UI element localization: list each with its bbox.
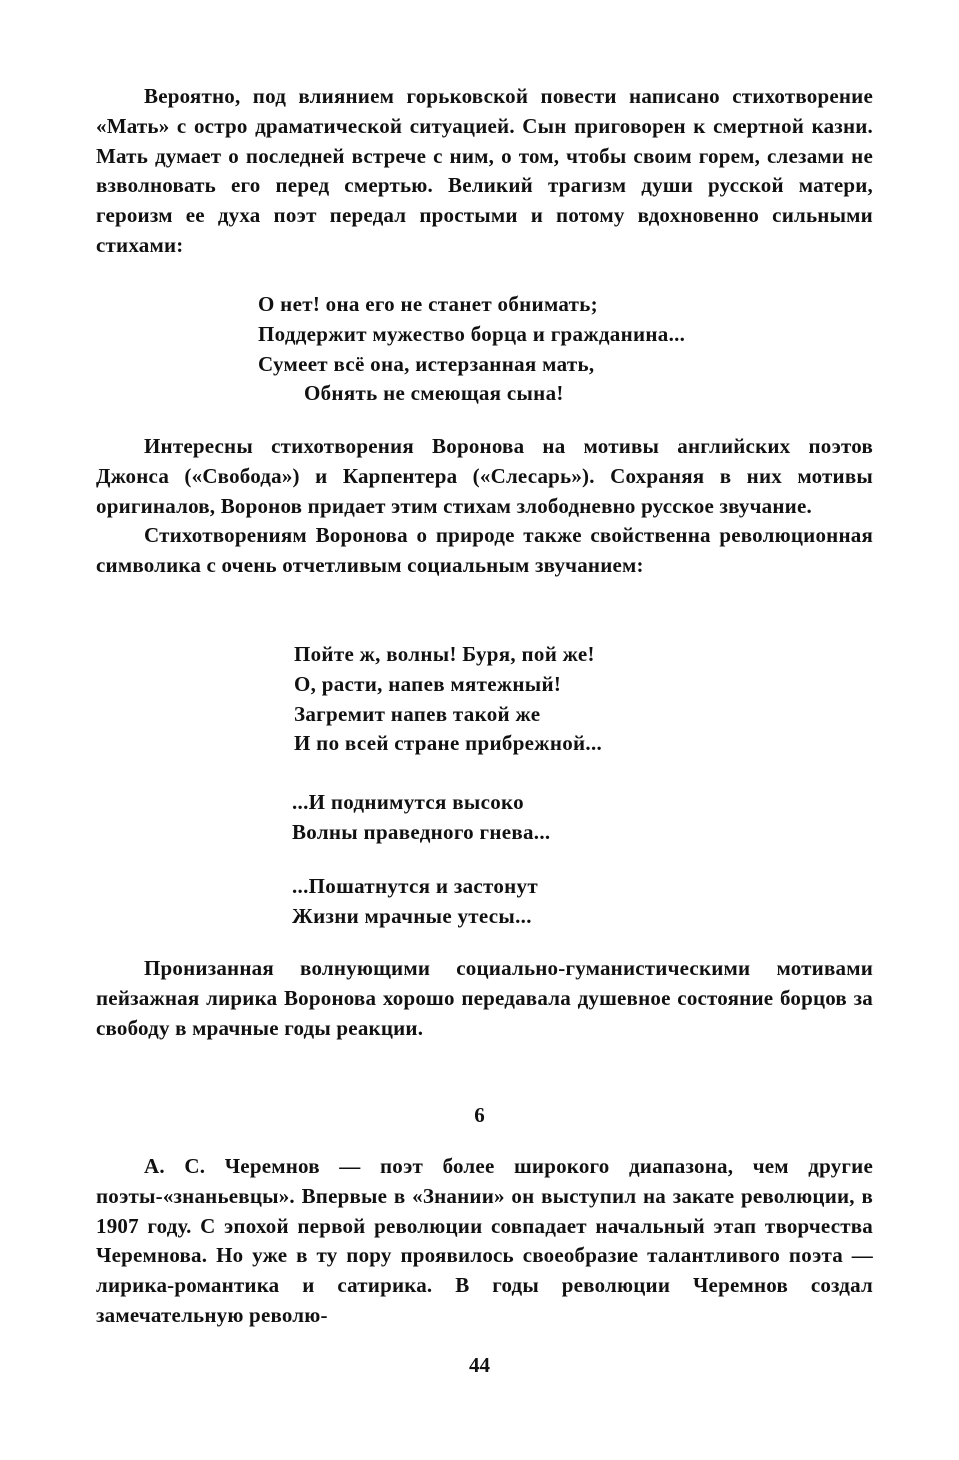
verse-line: Пойте ж, волны! Буря, пой же! xyxy=(294,642,595,666)
verse-block-2-stanza-3 xyxy=(292,872,538,932)
paragraph: А. С. Черемнов — поэт более широкого диапазона, чем другие поэты-«знаньевцы». Впервые в «Знании» он выступил на закате революции, в 1907 году. С эпохой первой революции совпадает начальный этап творчества Черемнова. Но уже в ту пору проявилось своеобразие талантливого поэта — лирика-романтика и сатирика. В годы революции Черемнов создал замечательную револю- xyxy=(96,1154,873,1327)
paragraph-block-4 xyxy=(96,1152,873,1331)
verse-line: Загремит напев такой же xyxy=(294,701,541,726)
paragraph-block-1 xyxy=(96,82,873,261)
verse-line: Поддержит мужество борца и гражданина... xyxy=(258,321,686,346)
verse-line: ...И поднимутся высоко xyxy=(292,790,524,814)
verse-line: О, расти, напев мятежный! xyxy=(294,671,562,696)
paragraph: Вероятно, под влиянием горьковской повести написано стихотворение «Мать» с остро драматической ситуацией. Сын приговорен к смертной казни. Мать думает о последней встрече с ним, о том, чтобы своим горем, слезами не взволновать его перед смертью. Великий трагизм души русской матери, героизм ее духа поэт передал простыми и потому вдохновенно сильными стихами: xyxy=(96,84,873,257)
paragraph: Стихотворениям Воронова о природе также свойственна революционная символика с очень отчетливым социальным звучанием: xyxy=(96,523,873,578)
verse-line: Жизни мрачные утесы... xyxy=(292,903,532,928)
section-number: 6 xyxy=(474,1103,485,1127)
verse-line: Волны праведного гнева... xyxy=(292,819,551,844)
paragraph: Интересны стихотворения Воронова на мотивы английских поэтов Джонса («Свобода») и Карпентера («Слесарь»). Сохраняя в них мотивы оригиналов, Воронов придает этим стихам злободневно русское звучание. xyxy=(96,434,873,518)
verse-block-2-stanza-1 xyxy=(294,640,602,759)
verse-line: О нет! она его не станет обнимать; xyxy=(258,292,598,316)
verse-line: Обнять не смеющая сына! xyxy=(304,381,564,406)
page-number: 44 xyxy=(469,1353,490,1377)
paragraph-block-2 xyxy=(96,432,873,581)
verse-block-2-stanza-2 xyxy=(292,788,550,848)
verse-block-1 xyxy=(258,290,685,409)
verse-line: И по всей стране прибрежной... xyxy=(294,731,603,756)
verse-line: ...Пошатнутся и застонут xyxy=(292,874,538,898)
paragraph: Пронизанная волнующими социально-гуманистическими мотивами пейзажная лирика Воронова хорошо передавала душевное состояние борцов за свободу в мрачные годы реакции. xyxy=(96,956,873,1040)
verse-line: Сумеет всё она, истерзанная мать, xyxy=(258,351,595,376)
paragraph-block-3 xyxy=(96,954,873,1043)
